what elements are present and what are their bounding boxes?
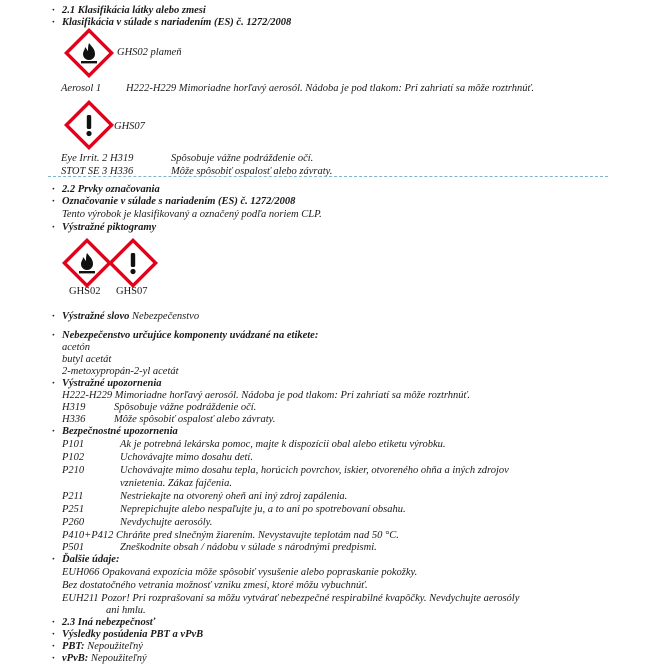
precautionary-statement: P211 Nestriekajte na otvorený oheň ani iný zdroj zapálenia. (62, 491, 348, 502)
hazard-statement: H222-H229 Mimoriadne horľavý aerosól. Nádoba je pod tlakom: Pri zahriatí sa môže roztrhnúť. (62, 390, 470, 401)
further-info-line: EUH066 Opakovaná expozícia môže spôsobiť vysušenie alebo popraskanie pokožky. (62, 567, 418, 578)
pbt-results-title: · Výsledky posúdenia PBT a vPvB (52, 629, 204, 640)
classification-row: STOT SE 3 H336 Môže spôsobiť ospalosť alebo závraty. (61, 166, 333, 177)
precautionary-statement: P210 Uchovávajte mimo dosahu tepla, horúcich povrchov, iskier, otvoreného ohňa a iných zdrojov (62, 465, 509, 476)
aerosol-hazard-text: H222-H229 Mimoriadne horľavý aerosól. Nádoba je pod tlakom: Pri zahriatí sa môže roztrhnúť. (126, 83, 534, 94)
precautionary-statement: P102 Uchovávajte mimo dosahu detí. (62, 452, 253, 463)
section-divider (48, 176, 608, 177)
pictogram-label: GHS07 (116, 286, 148, 297)
hazard-statement: H319 Spôsobuje vážne podráždenie očí. (62, 402, 257, 413)
section-2-2-title: · 2.2 Prvky označovania (52, 184, 160, 195)
components-title: · Nebezpečenstvo určujúce komponenty uvádzané na etikete: (52, 330, 319, 341)
vpvb-result: · vPvB: Nepoužiteľný (52, 653, 147, 664)
ghs07-exclamation-icon (64, 100, 114, 150)
ghs07-exclamation-icon (108, 238, 158, 288)
precautionary-statement: P260 Nevdychujte aerosóly. (62, 517, 213, 528)
component-item: acetón (62, 342, 90, 353)
hazard-statement: H336 Môže spôsobiť ospalosť alebo závraty. (62, 414, 276, 425)
clp-note: Tento výrobok je klasifikovaný a označený podľa noriem CLP. (62, 209, 322, 220)
ghs02-flame-icon (64, 28, 114, 78)
further-info-line: EUH211 Pozor! Pri rozprašovaní sa môžu vytvárať nebezpečné respirabilné kvapôčky. Nevdychujte aerosóly (62, 593, 520, 604)
further-info-line: Bez dostatočného vetrania možnosť vzniku zmesí, ktoré môžu vybuchnúť. (62, 580, 368, 591)
section-2-2-subtitle: · Označovanie v súlade s nariadením (ES) č. 1272/2008 (52, 196, 296, 207)
pictograms-title: · Výstražné piktogramy (52, 222, 157, 233)
classification-row: Eye Irrit. 2 H319 Spôsobuje vážne podráždenie očí. (61, 153, 314, 164)
ghs02-flame-icon (62, 238, 112, 288)
component-item: butyl acetát (62, 354, 112, 365)
precautionary-statement: P501 Zneškodnite obsah / nádobu v súlade s národnými predpismi. (62, 542, 377, 553)
further-info-line: ani hmlu. (106, 605, 146, 616)
precautionary-statement: P101 Ak je potrebná lekárska pomoc, majte k dispozícii obal alebo etiketu výrobku. (62, 439, 446, 450)
ghs02-label: GHS02 plameň (117, 47, 182, 58)
section-2-1-title: · 2.1 Klasifikácia látky alebo zmesi (52, 5, 206, 16)
aerosol-class: Aerosol 1 (61, 83, 102, 94)
precautionary-statement: vznietenia. Zákaz fajčenia. (120, 478, 232, 489)
section-2-3-title: · 2.3 Iná nebezpečnosť (52, 617, 156, 628)
precautionary-statements-title: · Bezpečnostné upozornenia (52, 426, 178, 437)
section-2-1-subtitle: · Klasifikácia v súlade s nariadením (ES) č. 1272/2008 (52, 17, 292, 28)
precautionary-statement: P410+P412 Chráňte pred slnečným žiarením. Nevystavujte teplotám nad 50 °C. (62, 530, 399, 541)
hazard-statements-title: · Výstražné upozornenia (52, 378, 162, 389)
component-item: 2-metoxypropán-2-yl acetát (62, 366, 179, 377)
ghs07-label: GHS07 (114, 121, 145, 132)
signal-word: · Výstražné slovo Nebezpečenstvo (52, 311, 200, 322)
pictogram-label: GHS02 (69, 286, 101, 297)
precautionary-statement: P251 Neprepichujte alebo nespaľujte ju, a to ani po spotrebovaní obsahu. (62, 504, 406, 515)
pbt-result: · PBT: Nepoužiteľný (52, 641, 143, 652)
further-info-title: · Ďalšie údaje: (52, 554, 120, 565)
